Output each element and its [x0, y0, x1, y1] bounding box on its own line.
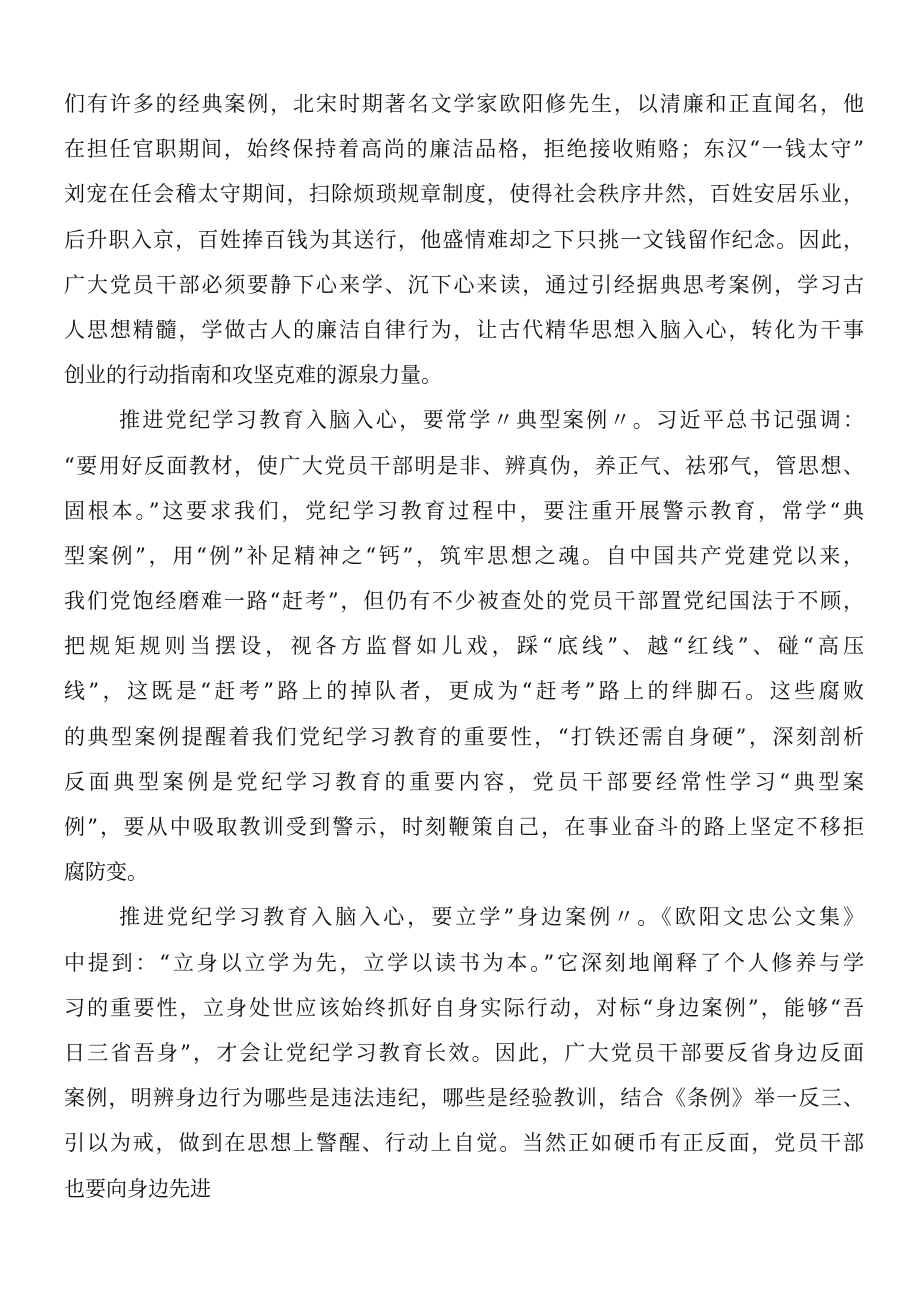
paragraph-line: 的典型案例提醒着我们党纪学习教育的重要性，“打铁还需自身硬”，深刻剖析: [64, 724, 864, 749]
paragraph-line: 引以为戒，做到在思想上警醒、行动上自觉。当然正如硬币有正反面，党员干部: [64, 1131, 864, 1156]
paragraph-line: 中提到：“立身以立学为先，立学以读书为本。”它深刻地阐释了个人修养与学: [64, 950, 864, 975]
paragraph-3: [64, 895, 864, 1211]
paragraph-line: 人思想精髓，学做古人的廉洁自律行为，让古代精华思想入脑入心，转化为干事: [64, 317, 864, 342]
paragraph-line: 线”，这既是“赶考”路上的掉队者，更成为“赶考”路上的绊脚石。这些腐败: [64, 679, 864, 704]
paragraph-2: [64, 398, 864, 895]
paragraph-line: 习的重要性，立身处世应该始终抓好自身实际行动，对标“身边案例”，能够“吾: [64, 995, 864, 1020]
paragraph-1: [64, 82, 864, 398]
paragraph-line: 推进党纪学习教育入脑入心，要常学〃典型案例〃。习近平总书记强调：: [119, 408, 864, 433]
paragraph-line: 们有许多的经典案例，北宋时期著名文学家欧阳修先生，以清廉和正直闻名，他: [64, 92, 864, 116]
paragraph-line: 腐防变。: [64, 860, 148, 885]
paragraph-line: 我们党饱经磨难一路“赶考”，但仍有不少被查处的党员干部置党纪国法于不顾，: [64, 589, 864, 614]
paragraph-line: 广大党员干部必须要静下心来学、沉下心来读，通过引经据典思考案例，学习古: [64, 272, 864, 297]
paragraph-line: “要用好反面教材，使广大党员干部明是非、辨真伪，养正气、祛邪气，管思想、: [64, 453, 864, 478]
paragraph-line: 案例，明辨身边行为哪些是违法违纪，哪些是经验教训，结合《条例》举一反三、: [64, 1086, 864, 1111]
paragraph-line: 推进党纪学习教育入脑入心，要立学”身边案例〃。《欧阳文忠公文集》: [119, 905, 864, 930]
document-body: [64, 82, 864, 1212]
paragraph-line: 创业的行动指南和攻坚克难的源泉力量。: [64, 363, 442, 388]
paragraph-line: 反面典型案例是党纪学习教育的重要内容，党员干部要经常性学习“典型案: [64, 769, 864, 794]
paragraph-line: 固根本。”这要求我们，党纪学习教育过程中，要注重开展警示教育，常学“典: [64, 498, 864, 523]
paragraph-line: 例”，要从中吸取教训受到警示，时刻鞭策自己，在事业奋斗的路上坚定不移拒: [64, 815, 864, 839]
paragraph-line: 在担任官职期间，始终保持着高尚的廉洁品格，拒绝接收贿赂；东汉“一钱太守”: [64, 137, 864, 162]
paragraph-line: 刘宠在任会稽太守期间，扫除烦琐规章制度，使得社会秩序井然，百姓安居乐业，: [64, 182, 864, 207]
paragraph-line: 日三省吾身”，才会让党纪学习教育长效。因此，广大党员干部要反省身边反面: [64, 1040, 864, 1065]
paragraph-line: 型案例”，用“例”补足精神之“钙”，筑牢思想之魂。自中国共产党建党以来，: [64, 543, 864, 568]
paragraph-line: 把规矩规则当摆设，视各方监督如儿戏，踩“底线”、越“红线”、碰“高压: [64, 634, 864, 659]
paragraph-line: 后升职入京，百姓捧百钱为其送行，他盛情难却之下只挑一文钱留作纪念。因此，: [64, 227, 864, 252]
paragraph-line: 也要向身边先进: [64, 1176, 211, 1201]
